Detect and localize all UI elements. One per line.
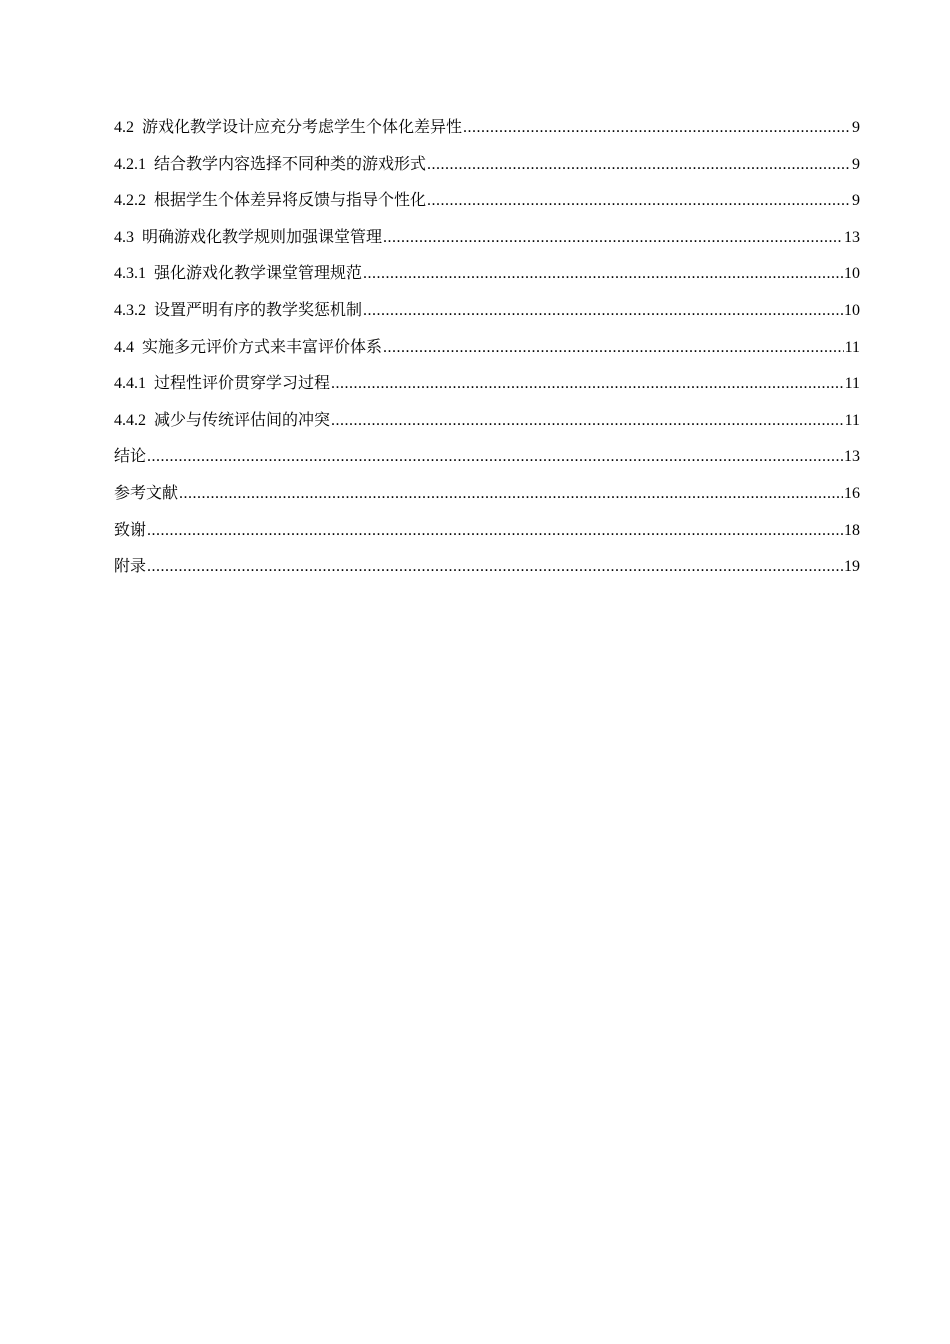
- toc-entry[interactable]: [114, 333, 860, 370]
- toc-entry-title: 强化游戏化教学课堂管理规范: [154, 263, 363, 283]
- toc-entry-page: 11: [844, 375, 860, 393]
- toc-entry-references[interactable]: [114, 479, 860, 516]
- toc-entry-title: 过程性评价贯穿学习过程: [154, 373, 331, 393]
- toc-entry[interactable]: [114, 296, 860, 333]
- toc-entry-title: 致谢: [114, 519, 147, 539]
- toc-dot-leader: [363, 260, 843, 288]
- toc-entry-acknowledgements[interactable]: [114, 516, 860, 553]
- toc-entry[interactable]: [114, 186, 860, 223]
- toc-entry-title: 附录: [114, 556, 147, 576]
- toc-entry-page: 19: [844, 558, 860, 576]
- toc-dot-leader: [383, 224, 843, 252]
- toc-dot-leader: [427, 151, 851, 179]
- toc-entry-title: 减少与传统评估间的冲突: [154, 409, 331, 429]
- toc-entry-title: 实施多元评价方式来丰富评价体系: [142, 336, 383, 356]
- toc-entry-page: 16: [844, 484, 860, 502]
- toc-entry-number: 4.2.2: [114, 192, 146, 210]
- toc-entry-page: 9: [852, 192, 860, 210]
- toc-dot-leader: [383, 334, 844, 362]
- toc-entry-number: 4.4.2: [114, 411, 146, 429]
- toc-entry[interactable]: [114, 113, 860, 150]
- toc-entry-number: 4.2: [114, 119, 134, 136]
- toc-entry-number: 4.4.1: [114, 375, 146, 393]
- toc-dot-leader: [331, 407, 844, 435]
- toc-entry-appendix[interactable]: [114, 552, 860, 589]
- toc-entry-number: 4.3.1: [114, 265, 146, 283]
- toc-dot-leader: [427, 187, 851, 215]
- toc-entry-title: 参考文献: [114, 482, 179, 502]
- toc-entry-page: 11: [844, 411, 860, 429]
- toc-entry-page: 9: [852, 155, 860, 173]
- toc-entry-title: 结合教学内容选择不同种类的游戏形式: [154, 153, 427, 173]
- toc-entry-number: 4.3.2: [114, 301, 146, 319]
- toc-entry[interactable]: [114, 259, 860, 296]
- toc-entry[interactable]: [114, 369, 860, 406]
- toc-entry-page: 18: [844, 521, 860, 539]
- toc-dot-leader: [179, 480, 843, 508]
- toc-entry-title: 设置严明有序的教学奖惩机制: [154, 299, 363, 319]
- toc-entry-conclusion[interactable]: [114, 442, 860, 479]
- toc-dot-leader: [147, 517, 843, 545]
- toc-entry-number: 4.2.1: [114, 155, 146, 173]
- toc-dot-leader: [331, 370, 844, 398]
- toc-entry-page: 11: [844, 338, 860, 356]
- toc-entry-page: 13: [844, 228, 860, 246]
- toc-entry-page: 9: [852, 119, 860, 136]
- toc-entry-title: 明确游戏化教学规则加强课堂管理: [142, 226, 383, 246]
- toc-entry-page: 13: [844, 448, 860, 466]
- toc-entry-title: 结论: [114, 446, 147, 466]
- toc-entry[interactable]: [114, 223, 860, 260]
- toc-entry-number: 4.3: [114, 228, 134, 246]
- toc-dot-leader: [463, 114, 851, 142]
- toc-dot-leader: [363, 297, 843, 325]
- toc-entry-number: 4.4: [114, 338, 134, 356]
- toc-entry-title: 游戏化教学设计应充分考虑学生个体化差异性: [142, 117, 463, 136]
- toc-entry-title: 根据学生个体差异将反馈与指导个性化: [154, 190, 427, 210]
- toc-entry[interactable]: [114, 150, 860, 187]
- toc-dot-leader: [147, 443, 843, 471]
- toc-dot-leader: [147, 553, 843, 581]
- toc-entry-page: 10: [844, 301, 860, 319]
- toc-entry-page: 10: [844, 265, 860, 283]
- toc-entry[interactable]: [114, 406, 860, 443]
- table-of-contents: [114, 113, 860, 589]
